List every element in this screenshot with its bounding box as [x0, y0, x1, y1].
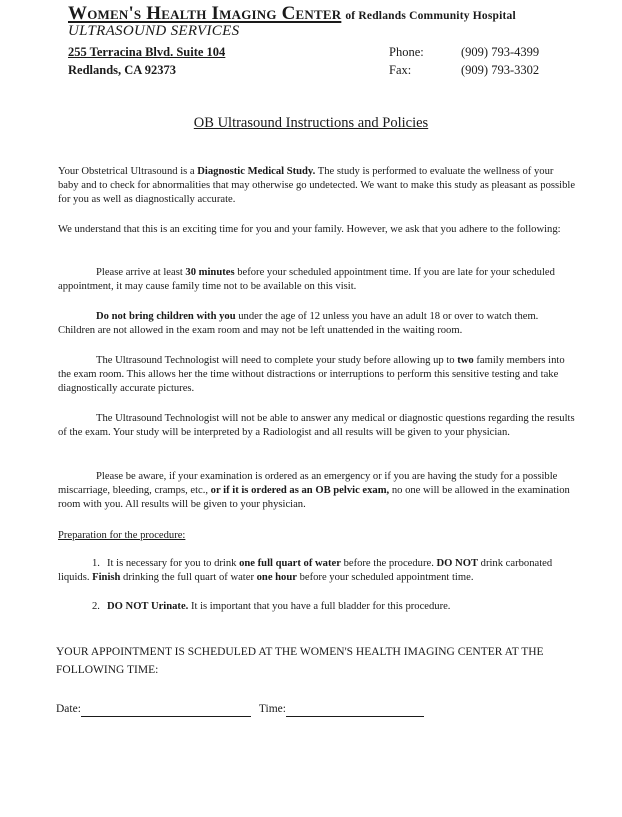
adhere-paragraph	[58, 223, 576, 237]
department-name: ULTRASOUND SERVICES	[68, 23, 240, 39]
address-block	[68, 43, 225, 79]
prep-item-1-bold-h: one hour	[256, 572, 297, 584]
org-affiliation: of Redlands Community Hospital	[345, 10, 516, 22]
prep-item-1	[58, 557, 572, 585]
appointment-statement: YOUR APPOINTMENT IS SCHEDULED AT THE WOMEN'S HEALTH IMAGING CENTER AT THE FOLLOWING TIME:	[56, 646, 544, 677]
intro-text-c: The study is performed to evaluate the wellness of your baby and to check for abnormalities that may otherwise go undetected. We want to make this study as pleasant as possible for you as well as diagnostically accurate.	[58, 166, 576, 206]
phone-label: Phone:	[389, 45, 424, 59]
time-label: Time:	[258, 703, 286, 715]
prep-item-1-text-g: drinking the full quart of water	[120, 572, 257, 584]
children-policy-paragraph	[58, 310, 576, 338]
emergency-text-c: no one will be allowed in the examination room with you. All results will be given to your physician.	[58, 485, 570, 511]
family-text-a: The Ultrasound Technologist will need to complete your study before allowing up to	[96, 355, 458, 366]
address-city: Redlands, CA 92373	[68, 63, 177, 77]
fax-row	[389, 61, 539, 79]
address-street: 255 Terracina Blvd. Suite 104	[68, 45, 226, 59]
family-text-bold: two	[457, 355, 474, 366]
children-text: under the age of 12 unless you have an adult 18 or over to watch them. Children are not allowed in the exam room and may not be left unattended in the waiting room.	[58, 311, 539, 337]
questions-policy-paragraph	[58, 412, 576, 440]
prep-item-2-text: It is important that you have a full bladder for this procedure.	[188, 601, 451, 612]
emergency-text-a: Please be aware, if your examination is ordered as an emergency or if you are having the study for a possible miscarriage, bleeding, cramps, etc.,	[58, 471, 558, 497]
prep-item-1-text-a: It is necessary for you to drink	[107, 558, 240, 569]
contact-block	[389, 43, 539, 79]
family-text-c: family members into the exam room. This allows her the time without distractions or interruptions to perform this sensitive testing and take diagnostically accurate pictures.	[58, 355, 565, 395]
fax-value: (909) 793-3302	[461, 63, 540, 77]
intro-paragraph	[58, 165, 576, 207]
late-text-a: Please arrive at least	[96, 267, 186, 278]
date-label: Date:	[56, 703, 81, 715]
prep-item-1-text-e: drink carbonated liquids.	[58, 558, 553, 584]
prep-item-1-number: 1.	[92, 558, 100, 569]
phone-value: (909) 793-4399	[461, 45, 540, 59]
prep-item-1-text-c: before the procedure.	[340, 558, 437, 569]
questions-text: The Ultrasound Technologist will not be able to answer any medical or diagnostic questions regarding the results of the exam. Your study will be interpreted by a Radiologist and all results will be given to your physician.	[58, 413, 575, 439]
children-text-bold: Do not bring children with you	[96, 311, 236, 322]
prep-item-2	[58, 600, 572, 614]
preparation-heading: Preparation for the procedure:	[58, 530, 186, 541]
intro-text-bold: Diagnostic Medical Study.	[197, 166, 316, 177]
prep-item-1-bold-b: one full quart of water	[239, 558, 341, 569]
emergency-text-bold: or if it is ordered as an OB pelvic exam,	[210, 485, 390, 497]
document-title: OB Ultrasound Instructions and Policies	[193, 115, 429, 131]
late-text-c: before your scheduled appointment time. If you are late for your scheduled appointment, it may cause family time not to be available on this visit.	[58, 267, 555, 293]
late-policy-paragraph	[58, 266, 576, 294]
date-blank-line[interactable]	[81, 704, 251, 717]
prep-item-1-text-i: before your scheduled appointment time.	[296, 572, 474, 584]
prep-item-1-bold-f: Finish	[92, 572, 121, 584]
prep-item-1-bold-d: DO NOT	[436, 558, 479, 569]
late-text-bold: 30 minutes	[185, 267, 235, 278]
adhere-text: We understand that this is an exciting time for you and your family. However, we ask that you adhere to the following:	[58, 224, 561, 235]
phone-row	[389, 43, 539, 61]
prep-item-2-bold: DO NOT Urinate.	[107, 601, 189, 612]
fax-label: Fax:	[389, 63, 412, 77]
time-blank-line[interactable]	[286, 704, 424, 717]
family-policy-paragraph	[58, 354, 576, 396]
org-name: Women's Health Imaging Center	[68, 3, 342, 24]
intro-text-a: Your Obstetrical Ultrasound is a	[58, 166, 198, 177]
prep-item-2-number: 2.	[92, 601, 100, 612]
appointment-fields	[56, 702, 424, 717]
emergency-policy-paragraph	[58, 470, 576, 512]
